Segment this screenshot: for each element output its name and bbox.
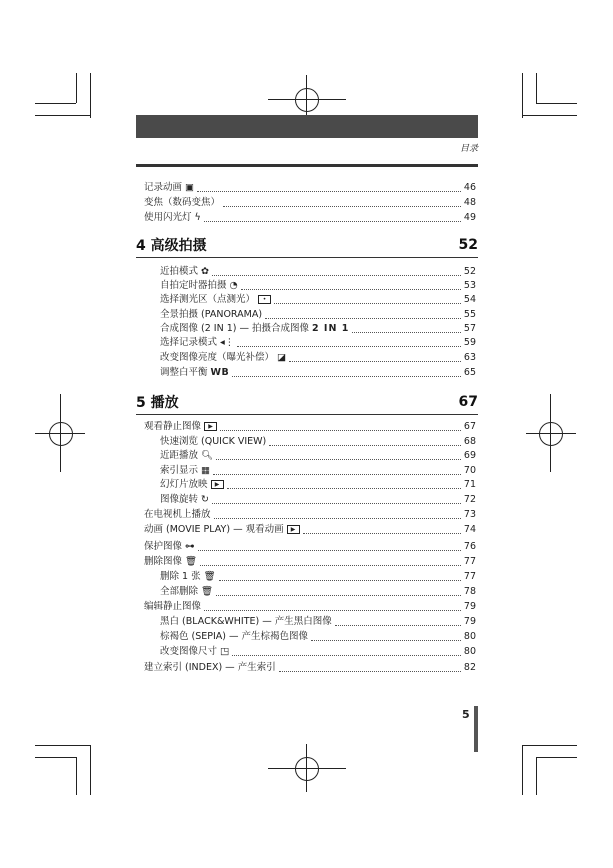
leader-dots [274, 302, 461, 304]
toc-entry-label: 改变图像尺寸 [160, 646, 218, 657]
toc-entry[interactable] [144, 601, 476, 613]
leader-dots [204, 220, 461, 222]
toc-entry[interactable] [144, 662, 476, 674]
record-mode-icon: ◂⋮ [220, 337, 235, 348]
toc-entry[interactable] [160, 646, 476, 658]
crop-mark-tr-h [522, 115, 577, 116]
leader-dots [198, 549, 461, 551]
toc-entry-label: 图像旋转 [160, 494, 199, 505]
crosshair-left-circle [49, 422, 73, 446]
leader-dots [227, 487, 461, 489]
toc-entry-page: 70 [463, 465, 476, 476]
toc-entry-label: 选择测光区（点测光） [160, 294, 256, 305]
toc-entry[interactable] [160, 465, 476, 477]
toc-entry-label: 全部删除 [160, 586, 199, 597]
toc-entry-page: 71 [463, 479, 476, 490]
toc-entry-label: 编辑静止图像 [144, 601, 202, 612]
toc-entry-label: 近拍模式 [160, 266, 199, 277]
toc-entry[interactable] [144, 541, 476, 553]
leader-dots [265, 317, 461, 319]
leader-dots [289, 360, 461, 362]
section-page: 52 [458, 237, 478, 253]
toc-entry[interactable] [160, 631, 476, 643]
toc-entry-label: 观看静止图像 [144, 421, 202, 432]
crop-mark-bl-v [90, 745, 91, 795]
toc-entry-label: 使用闪光灯 [144, 212, 192, 223]
two-in-one-icon: 2 IN 1 [312, 323, 350, 334]
play-icon: ▶ [287, 524, 300, 536]
toc-entry-label: 建立索引 (INDEX) — 产生索引 [144, 662, 276, 673]
toc-entry-page: 54 [463, 294, 476, 305]
toc-entry[interactable] [160, 450, 476, 462]
toc-entry-page: 80 [463, 631, 476, 642]
toc-entry-label: 删除图像 [144, 556, 183, 567]
toc-entry-page: 78 [463, 586, 476, 597]
toc-entry-page: 74 [463, 524, 476, 535]
page-edge-bar [474, 706, 478, 752]
leader-dots [216, 594, 461, 596]
toc-entry-page: 48 [463, 197, 476, 208]
section-title: 5 播放 [136, 395, 179, 411]
crosshair-right-h [526, 433, 576, 434]
toc-entry-page: 73 [463, 509, 476, 520]
trash-icon: 🗑︎ [185, 556, 198, 567]
toc-entry[interactable] [160, 266, 476, 278]
toc-entry-page: 69 [463, 450, 476, 461]
crop-mark-tl-v [90, 73, 91, 118]
leader-dots [303, 532, 461, 534]
toc-entry-label: 删除 1 张 [160, 571, 201, 582]
crosshair-bottom-h [268, 768, 346, 769]
toc-entry-flash[interactable] [144, 212, 476, 224]
toc-entry[interactable] [160, 280, 476, 292]
crosshair-top-h [268, 99, 346, 100]
exposure-icon: ◪ [277, 352, 286, 363]
play-icon: ▶ [204, 421, 217, 433]
crop-mark-br-v [522, 745, 523, 795]
toc-entry-page: 79 [463, 601, 476, 612]
toc-entry-page: 52 [463, 266, 476, 277]
toc-entry-label: 改变图像亮度（曝光补偿） [160, 352, 275, 363]
toc-entry-page: 55 [463, 309, 476, 320]
toc-entry-page: 77 [463, 556, 476, 567]
crop-mark-bl-h2 [35, 757, 76, 758]
movie-icon: ▣ [185, 182, 194, 193]
leader-dots [335, 624, 461, 626]
toc-entry[interactable] [160, 571, 476, 583]
leader-dots [223, 205, 461, 207]
leader-dots [197, 190, 461, 192]
toc-entry-page: 68 [463, 436, 476, 447]
toc-entry-label: 动画 (MOVIE PLAY) — 观看动画 [144, 524, 284, 535]
toc-entry-page: 57 [463, 323, 476, 334]
toc-entry[interactable] [160, 367, 476, 379]
toc-entry[interactable] [160, 586, 476, 598]
header-label: 目录 [459, 144, 478, 154]
crop-mark-br-h [522, 745, 577, 746]
leader-dots [311, 639, 461, 641]
leader-dots [219, 579, 461, 581]
wb-icon: WB [210, 367, 230, 378]
toc-entry-label: 变焦（数码变焦） [144, 197, 221, 208]
toc-entry[interactable] [160, 479, 476, 491]
resize-icon: ◳ [220, 646, 229, 657]
page-number: 5 [462, 708, 470, 721]
section-heading-4[interactable] [136, 233, 478, 257]
crop-mark-tl-v2 [76, 73, 77, 103]
trash-all-icon: 🗑︎ [201, 586, 214, 597]
leader-dots [213, 473, 461, 475]
toc-entry[interactable] [160, 309, 476, 321]
toc-entry-label: 在电视机上播放 [144, 509, 211, 520]
protect-icon: ⊶ [185, 541, 195, 552]
toc-entry[interactable] [160, 352, 476, 364]
leader-dots [241, 288, 461, 290]
crop-mark-tr-v2 [536, 73, 537, 103]
macro-icon: ✿ [201, 266, 209, 277]
toc-entry[interactable] [160, 494, 476, 506]
toc-entry[interactable] [160, 294, 476, 306]
section-heading-5[interactable] [136, 390, 478, 414]
leader-dots [204, 609, 461, 611]
toc-entry[interactable] [144, 556, 476, 568]
spot-metering-icon: • [258, 294, 271, 306]
toc-entry-label: 调整白平衡 [160, 367, 208, 378]
leader-dots [232, 375, 461, 377]
toc-entry-page: 46 [463, 182, 476, 193]
toc-entry-record-movie[interactable] [144, 182, 476, 194]
crop-mark-tl-h2 [35, 103, 76, 104]
toc-entry-page: 79 [463, 616, 476, 627]
header-bar [136, 115, 478, 138]
toc-entry-page: 82 [463, 662, 476, 673]
toc-entry-page: 67 [463, 421, 476, 432]
toc-entry-label: 幻灯片放映 [160, 479, 208, 490]
toc-entry-page: 53 [463, 280, 476, 291]
toc-entry[interactable] [144, 509, 476, 521]
leader-dots [232, 654, 461, 656]
crop-mark-tr-h2 [536, 103, 577, 104]
toc-entry-label: 近距播放 [160, 450, 199, 461]
toc-entry-label: 保护图像 [144, 541, 183, 552]
toc-entry-label: 选择记录模式 [160, 337, 218, 348]
header-rule [136, 164, 478, 167]
self-timer-icon: ◔ [229, 280, 238, 291]
section-title: 4 高级拍摄 [136, 238, 207, 254]
toc-entry-zoom[interactable] [144, 197, 476, 209]
crop-mark-bl-h [35, 745, 90, 746]
rotate-icon: ↻ [201, 494, 209, 505]
toc-entry[interactable] [160, 616, 476, 628]
toc-entry-label: 快速浏览 (QUICK VIEW) [160, 436, 267, 447]
toc-entry-label: 索引显示 [160, 465, 199, 476]
toc-entry-page: 80 [463, 646, 476, 657]
section-rule [136, 414, 478, 415]
section-page: 67 [458, 394, 478, 410]
index-icon: ▦ [201, 465, 210, 476]
toc-entry-page: 59 [463, 337, 476, 348]
leader-dots [200, 564, 461, 566]
leader-dots [352, 331, 461, 333]
crop-mark-tr-v [522, 73, 523, 118]
leader-dots [269, 444, 461, 446]
toc-entry-page: 72 [463, 494, 476, 505]
toc-entry-label: 记录动画 [144, 182, 183, 193]
flash-icon: ϟ [194, 212, 201, 223]
toc-entry-label: 全景拍摄 (PANORAMA) [160, 309, 263, 320]
toc-entry[interactable] [160, 337, 476, 349]
toc-entry-label: 合成图像 (2 IN 1) — 拍摄合成图像 [160, 323, 310, 334]
crop-mark-br-v2 [536, 757, 537, 795]
toc-entry-page: 49 [463, 212, 476, 223]
trash-icon: 🗑︎ [203, 571, 216, 582]
toc-entry-label: 棕褐色 (SEPIA) — 产生棕褐色图像 [160, 631, 309, 642]
toc-entry[interactable] [144, 524, 476, 536]
toc-entry-page: 63 [463, 352, 476, 363]
leader-dots [212, 502, 461, 504]
toc-entry[interactable] [160, 323, 476, 335]
toc-entry-page: 65 [463, 367, 476, 378]
crop-mark-br-h2 [536, 757, 577, 758]
leader-dots [212, 274, 461, 276]
section-rule [136, 257, 478, 258]
leader-dots [214, 517, 461, 519]
toc-entry-label: 黑白 (BLACK&WHITE) — 产生黑白图像 [160, 616, 332, 627]
crosshair-top-circle [295, 88, 319, 112]
crosshair-bottom-circle [295, 757, 319, 781]
crosshair-right-circle [539, 422, 563, 446]
crop-mark-bl-v2 [76, 757, 77, 795]
toc-entry-page: 76 [463, 541, 476, 552]
zoom-icon: 🔍︎ [201, 450, 214, 461]
toc-entry[interactable] [144, 421, 476, 433]
toc-entry-label: 自拍定时器拍摄 [160, 280, 227, 291]
leader-dots [220, 429, 461, 431]
crosshair-left-h [35, 433, 85, 434]
leader-dots [216, 458, 461, 460]
crop-mark-tl-h [35, 115, 90, 116]
leader-dots [237, 345, 461, 347]
leader-dots [279, 670, 461, 672]
toc-entry[interactable] [160, 436, 476, 448]
toc-entry-page: 77 [463, 571, 476, 582]
slideshow-icon: ▶ [211, 479, 224, 491]
